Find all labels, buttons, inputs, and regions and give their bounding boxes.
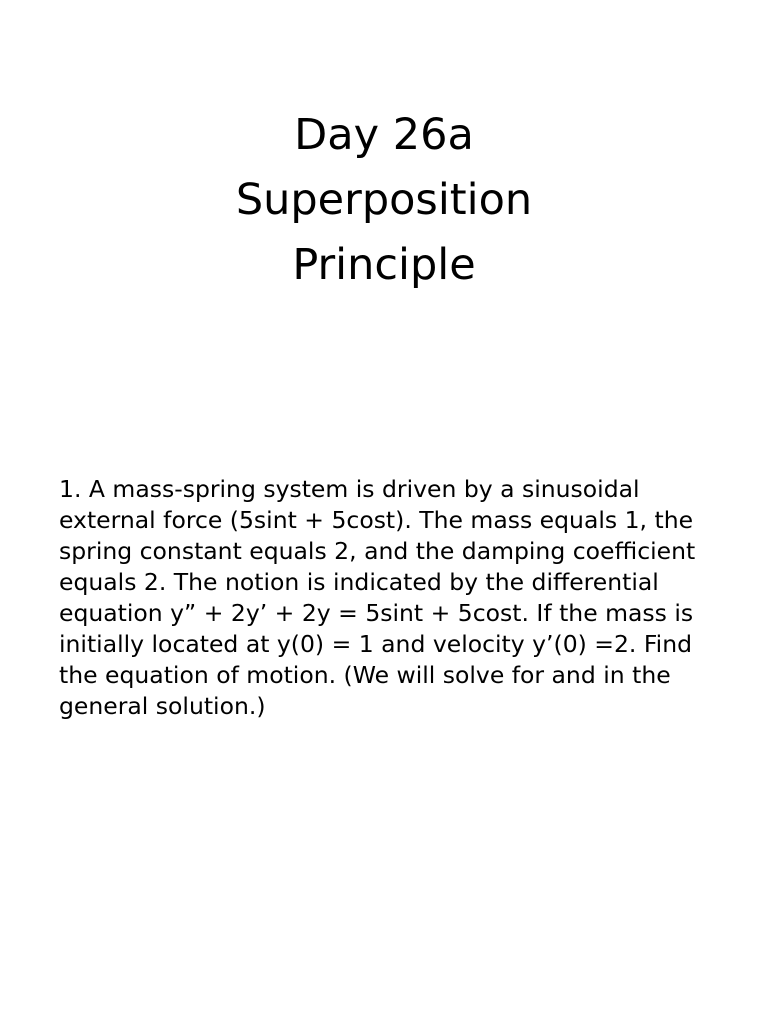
problem-line: equation y” + 2y’ + 2y = 5sint + 5cost. If the mass is	[59, 599, 694, 627]
problem-line: the equation of motion. (We will solve for and in the	[59, 661, 671, 689]
problem-line: external force (5sint + 5cost). The mass equals 1, the	[59, 506, 694, 534]
problem-text	[59, 474, 739, 722]
problem-line: 1. A mass-spring system is driven by a sinusoidal	[59, 475, 640, 503]
title-line-1: Day 26a	[294, 110, 474, 160]
problem-line: general solution.)	[59, 692, 266, 720]
problem-line: spring constant equals 2, and the damping coefficient	[59, 537, 696, 565]
slide-title	[0, 103, 768, 298]
title-line-2: Superposition	[235, 175, 533, 225]
problem-line: initially located at y(0) = 1 and velocity y’(0) =2. Find	[59, 630, 693, 658]
title-line-3: Principle	[292, 240, 476, 290]
problem-line: equals 2. The notion is indicated by the differential	[59, 568, 659, 596]
